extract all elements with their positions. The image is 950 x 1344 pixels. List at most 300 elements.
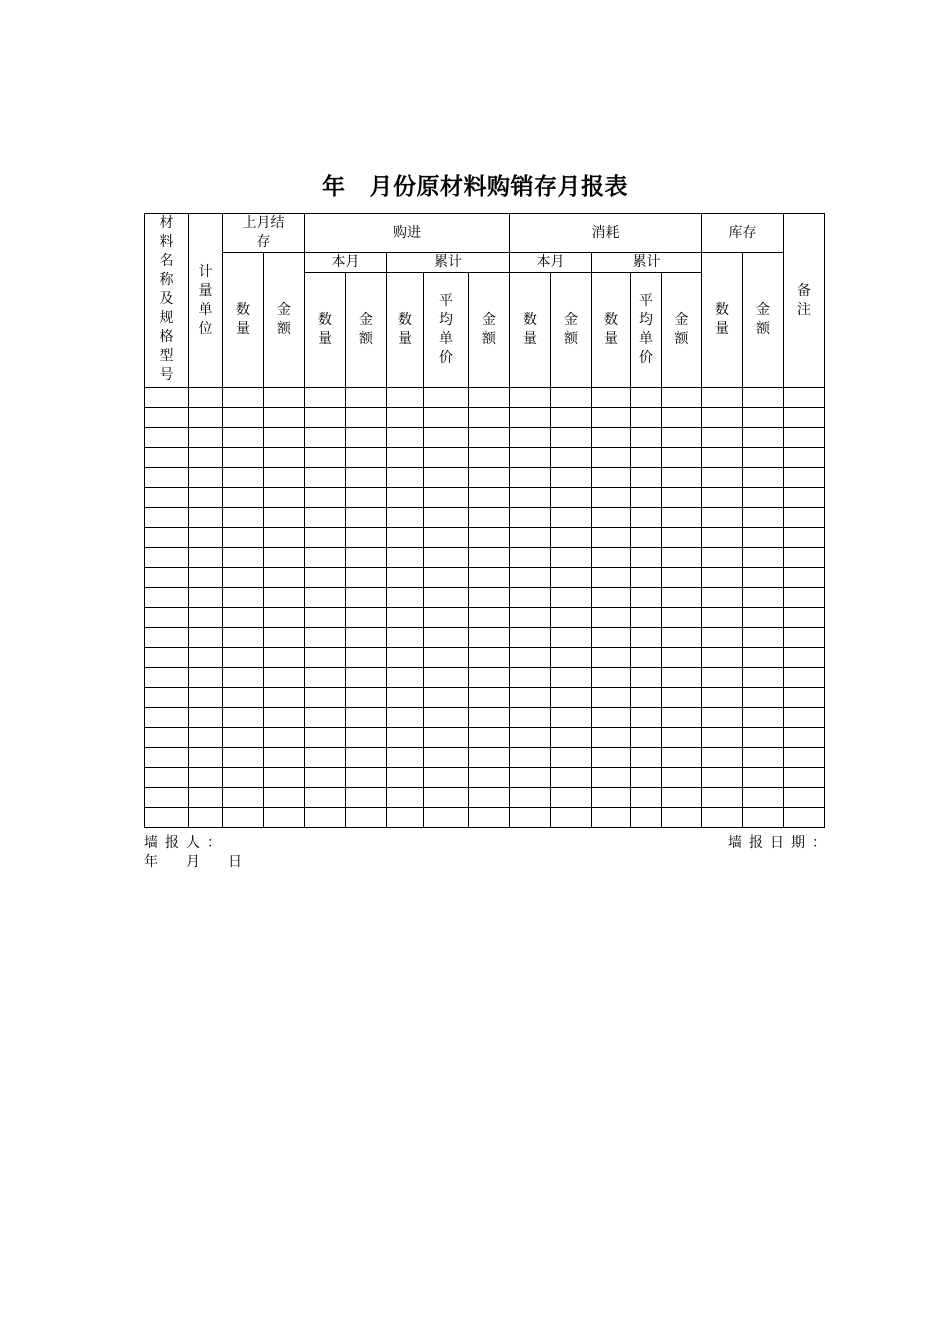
table-cell[interactable] <box>510 628 551 648</box>
table-cell[interactable] <box>189 608 223 628</box>
table-cell[interactable] <box>510 788 551 808</box>
table-cell[interactable] <box>662 468 702 488</box>
table-cell[interactable] <box>424 808 469 828</box>
table-cell[interactable] <box>702 788 743 808</box>
table-cell[interactable] <box>784 568 825 588</box>
table-cell[interactable] <box>145 768 189 788</box>
table-cell[interactable] <box>346 608 387 628</box>
table-cell[interactable] <box>424 748 469 768</box>
table-cell[interactable] <box>424 788 469 808</box>
table-cell[interactable] <box>702 448 743 468</box>
table-cell[interactable] <box>631 388 662 408</box>
table-cell[interactable] <box>592 528 631 548</box>
table-cell[interactable] <box>510 528 551 548</box>
table-cell[interactable] <box>387 608 424 628</box>
table-cell[interactable] <box>662 508 702 528</box>
table-cell[interactable] <box>592 488 631 508</box>
table-cell[interactable] <box>662 808 702 828</box>
table-cell[interactable] <box>784 448 825 468</box>
table-cell[interactable] <box>189 488 223 508</box>
table-cell[interactable] <box>631 568 662 588</box>
table-cell[interactable] <box>551 668 592 688</box>
table-cell[interactable] <box>551 568 592 588</box>
table-cell[interactable] <box>223 788 264 808</box>
table-cell[interactable] <box>223 768 264 788</box>
table-cell[interactable] <box>631 408 662 428</box>
table-cell[interactable] <box>702 568 743 588</box>
table-cell[interactable] <box>662 648 702 668</box>
table-cell[interactable] <box>510 548 551 568</box>
table-cell[interactable] <box>702 428 743 448</box>
table-cell[interactable] <box>592 608 631 628</box>
table-cell[interactable] <box>551 428 592 448</box>
table-cell[interactable] <box>702 388 743 408</box>
table-cell[interactable] <box>743 668 784 688</box>
table-cell[interactable] <box>551 448 592 468</box>
table-cell[interactable] <box>305 728 346 748</box>
table-cell[interactable] <box>469 768 510 788</box>
table-cell[interactable] <box>784 588 825 608</box>
table-cell[interactable] <box>346 768 387 788</box>
table-cell[interactable] <box>223 428 264 448</box>
table-cell[interactable] <box>424 728 469 748</box>
table-cell[interactable] <box>424 488 469 508</box>
table-cell[interactable] <box>592 808 631 828</box>
table-cell[interactable] <box>469 448 510 468</box>
table-cell[interactable] <box>510 808 551 828</box>
table-cell[interactable] <box>189 768 223 788</box>
table-cell[interactable] <box>662 448 702 468</box>
table-cell[interactable] <box>469 808 510 828</box>
table-cell[interactable] <box>784 788 825 808</box>
table-cell[interactable] <box>145 628 189 648</box>
table-cell[interactable] <box>592 668 631 688</box>
table-cell[interactable] <box>469 388 510 408</box>
table-cell[interactable] <box>346 668 387 688</box>
table-cell[interactable] <box>551 768 592 788</box>
table-cell[interactable] <box>510 648 551 668</box>
table-cell[interactable] <box>189 648 223 668</box>
table-cell[interactable] <box>305 768 346 788</box>
table-cell[interactable] <box>702 608 743 628</box>
table-cell[interactable] <box>631 608 662 628</box>
table-cell[interactable] <box>551 508 592 528</box>
table-cell[interactable] <box>743 508 784 528</box>
table-cell[interactable] <box>145 548 189 568</box>
table-cell[interactable] <box>189 788 223 808</box>
table-cell[interactable] <box>387 588 424 608</box>
table-cell[interactable] <box>631 488 662 508</box>
table-cell[interactable] <box>387 408 424 428</box>
table-cell[interactable] <box>469 788 510 808</box>
table-cell[interactable] <box>743 528 784 548</box>
table-cell[interactable] <box>662 428 702 448</box>
table-cell[interactable] <box>223 748 264 768</box>
table-cell[interactable] <box>510 708 551 728</box>
table-cell[interactable] <box>424 448 469 468</box>
table-cell[interactable] <box>305 428 346 448</box>
table-cell[interactable] <box>551 548 592 568</box>
table-cell[interactable] <box>551 728 592 748</box>
table-cell[interactable] <box>223 688 264 708</box>
table-cell[interactable] <box>551 528 592 548</box>
table-cell[interactable] <box>264 488 305 508</box>
table-cell[interactable] <box>189 508 223 528</box>
table-cell[interactable] <box>784 768 825 788</box>
table-cell[interactable] <box>189 628 223 648</box>
table-cell[interactable] <box>662 668 702 688</box>
table-cell[interactable] <box>743 648 784 668</box>
table-cell[interactable] <box>189 468 223 488</box>
table-cell[interactable] <box>743 388 784 408</box>
table-cell[interactable] <box>424 608 469 628</box>
table-cell[interactable] <box>592 768 631 788</box>
table-cell[interactable] <box>469 528 510 548</box>
table-cell[interactable] <box>387 788 424 808</box>
table-cell[interactable] <box>631 788 662 808</box>
table-cell[interactable] <box>469 428 510 448</box>
table-cell[interactable] <box>424 708 469 728</box>
table-cell[interactable] <box>510 508 551 528</box>
table-cell[interactable] <box>387 748 424 768</box>
table-cell[interactable] <box>189 408 223 428</box>
table-cell[interactable] <box>784 668 825 688</box>
table-cell[interactable] <box>662 748 702 768</box>
table-cell[interactable] <box>264 588 305 608</box>
table-cell[interactable] <box>510 428 551 448</box>
table-cell[interactable] <box>264 508 305 528</box>
table-cell[interactable] <box>264 408 305 428</box>
table-cell[interactable] <box>662 608 702 628</box>
table-cell[interactable] <box>223 808 264 828</box>
table-cell[interactable] <box>662 788 702 808</box>
table-cell[interactable] <box>469 728 510 748</box>
table-cell[interactable] <box>387 668 424 688</box>
table-cell[interactable] <box>743 808 784 828</box>
table-cell[interactable] <box>424 468 469 488</box>
table-cell[interactable] <box>305 688 346 708</box>
table-cell[interactable] <box>223 468 264 488</box>
table-cell[interactable] <box>743 628 784 648</box>
table-cell[interactable] <box>145 528 189 548</box>
table-cell[interactable] <box>145 708 189 728</box>
table-cell[interactable] <box>305 668 346 688</box>
table-cell[interactable] <box>784 648 825 668</box>
table-cell[interactable] <box>702 768 743 788</box>
table-cell[interactable] <box>305 588 346 608</box>
table-cell[interactable] <box>702 808 743 828</box>
table-cell[interactable] <box>510 768 551 788</box>
table-cell[interactable] <box>662 388 702 408</box>
table-cell[interactable] <box>346 728 387 748</box>
table-cell[interactable] <box>305 388 346 408</box>
table-cell[interactable] <box>264 468 305 488</box>
table-cell[interactable] <box>784 608 825 628</box>
table-cell[interactable] <box>305 528 346 548</box>
table-cell[interactable] <box>223 588 264 608</box>
table-cell[interactable] <box>743 688 784 708</box>
table-cell[interactable] <box>424 688 469 708</box>
table-cell[interactable] <box>702 408 743 428</box>
table-cell[interactable] <box>551 648 592 668</box>
table-cell[interactable] <box>469 708 510 728</box>
table-cell[interactable] <box>592 788 631 808</box>
table-cell[interactable] <box>223 648 264 668</box>
table-cell[interactable] <box>305 708 346 728</box>
table-cell[interactable] <box>469 488 510 508</box>
table-cell[interactable] <box>510 468 551 488</box>
table-cell[interactable] <box>662 628 702 648</box>
table-cell[interactable] <box>145 588 189 608</box>
table-cell[interactable] <box>702 708 743 728</box>
table-cell[interactable] <box>662 488 702 508</box>
table-cell[interactable] <box>510 568 551 588</box>
table-cell[interactable] <box>387 388 424 408</box>
table-cell[interactable] <box>784 488 825 508</box>
table-cell[interactable] <box>631 628 662 648</box>
table-cell[interactable] <box>510 668 551 688</box>
table-cell[interactable] <box>346 748 387 768</box>
table-cell[interactable] <box>592 748 631 768</box>
table-cell[interactable] <box>510 488 551 508</box>
table-cell[interactable] <box>346 808 387 828</box>
table-cell[interactable] <box>662 568 702 588</box>
table-cell[interactable] <box>743 488 784 508</box>
table-cell[interactable] <box>784 688 825 708</box>
table-cell[interactable] <box>702 648 743 668</box>
table-cell[interactable] <box>510 728 551 748</box>
table-cell[interactable] <box>264 728 305 748</box>
table-cell[interactable] <box>662 528 702 548</box>
table-cell[interactable] <box>424 388 469 408</box>
table-cell[interactable] <box>743 728 784 748</box>
table-cell[interactable] <box>305 568 346 588</box>
table-cell[interactable] <box>592 548 631 568</box>
table-cell[interactable] <box>387 648 424 668</box>
table-cell[interactable] <box>784 388 825 408</box>
table-cell[interactable] <box>551 408 592 428</box>
table-cell[interactable] <box>264 748 305 768</box>
table-cell[interactable] <box>223 728 264 748</box>
table-cell[interactable] <box>551 388 592 408</box>
table-cell[interactable] <box>305 488 346 508</box>
table-cell[interactable] <box>387 708 424 728</box>
table-cell[interactable] <box>784 508 825 528</box>
table-cell[interactable] <box>305 808 346 828</box>
table-cell[interactable] <box>784 428 825 448</box>
table-cell[interactable] <box>662 548 702 568</box>
table-cell[interactable] <box>145 508 189 528</box>
table-cell[interactable] <box>145 608 189 628</box>
table-cell[interactable] <box>743 408 784 428</box>
table-cell[interactable] <box>631 548 662 568</box>
table-cell[interactable] <box>510 748 551 768</box>
table-cell[interactable] <box>592 568 631 588</box>
table-cell[interactable] <box>743 608 784 628</box>
table-cell[interactable] <box>264 628 305 648</box>
table-cell[interactable] <box>189 708 223 728</box>
table-cell[interactable] <box>145 728 189 748</box>
table-cell[interactable] <box>469 568 510 588</box>
table-cell[interactable] <box>223 668 264 688</box>
table-cell[interactable] <box>592 408 631 428</box>
table-cell[interactable] <box>145 668 189 688</box>
table-cell[interactable] <box>702 508 743 528</box>
table-cell[interactable] <box>264 708 305 728</box>
table-cell[interactable] <box>592 508 631 528</box>
table-cell[interactable] <box>784 628 825 648</box>
table-cell[interactable] <box>469 668 510 688</box>
table-cell[interactable] <box>784 548 825 568</box>
table-cell[interactable] <box>387 628 424 648</box>
table-cell[interactable] <box>223 508 264 528</box>
table-cell[interactable] <box>592 648 631 668</box>
table-cell[interactable] <box>551 808 592 828</box>
table-cell[interactable] <box>305 508 346 528</box>
table-cell[interactable] <box>702 548 743 568</box>
table-cell[interactable] <box>346 508 387 528</box>
table-cell[interactable] <box>223 568 264 588</box>
table-cell[interactable] <box>469 748 510 768</box>
table-cell[interactable] <box>784 468 825 488</box>
table-cell[interactable] <box>510 608 551 628</box>
table-cell[interactable] <box>424 628 469 648</box>
table-cell[interactable] <box>743 768 784 788</box>
table-cell[interactable] <box>702 488 743 508</box>
table-cell[interactable] <box>189 588 223 608</box>
table-cell[interactable] <box>424 508 469 528</box>
table-cell[interactable] <box>784 408 825 428</box>
table-cell[interactable] <box>264 668 305 688</box>
table-cell[interactable] <box>743 548 784 568</box>
table-cell[interactable] <box>469 688 510 708</box>
table-cell[interactable] <box>145 408 189 428</box>
table-cell[interactable] <box>145 808 189 828</box>
table-cell[interactable] <box>551 708 592 728</box>
table-cell[interactable] <box>346 568 387 588</box>
table-cell[interactable] <box>510 448 551 468</box>
table-cell[interactable] <box>631 528 662 548</box>
table-cell[interactable] <box>346 648 387 668</box>
table-cell[interactable] <box>551 588 592 608</box>
table-cell[interactable] <box>702 688 743 708</box>
table-cell[interactable] <box>510 588 551 608</box>
table-cell[interactable] <box>223 628 264 648</box>
table-cell[interactable] <box>469 628 510 648</box>
table-cell[interactable] <box>743 788 784 808</box>
table-cell[interactable] <box>305 608 346 628</box>
table-cell[interactable] <box>189 528 223 548</box>
table-cell[interactable] <box>223 408 264 428</box>
table-cell[interactable] <box>702 748 743 768</box>
table-cell[interactable] <box>346 428 387 448</box>
table-cell[interactable] <box>424 568 469 588</box>
table-cell[interactable] <box>592 688 631 708</box>
table-cell[interactable] <box>305 788 346 808</box>
table-cell[interactable] <box>387 468 424 488</box>
table-cell[interactable] <box>702 668 743 688</box>
table-cell[interactable] <box>346 708 387 728</box>
table-cell[interactable] <box>189 568 223 588</box>
table-cell[interactable] <box>510 688 551 708</box>
table-cell[interactable] <box>631 448 662 468</box>
table-cell[interactable] <box>784 808 825 828</box>
table-cell[interactable] <box>264 808 305 828</box>
table-cell[interactable] <box>387 448 424 468</box>
table-cell[interactable] <box>592 388 631 408</box>
table-cell[interactable] <box>305 628 346 648</box>
table-cell[interactable] <box>264 688 305 708</box>
table-cell[interactable] <box>592 468 631 488</box>
table-cell[interactable] <box>305 548 346 568</box>
table-cell[interactable] <box>189 728 223 748</box>
table-cell[interactable] <box>702 728 743 748</box>
table-cell[interactable] <box>743 708 784 728</box>
table-cell[interactable] <box>223 608 264 628</box>
table-cell[interactable] <box>592 588 631 608</box>
table-cell[interactable] <box>551 628 592 648</box>
table-cell[interactable] <box>424 648 469 668</box>
table-cell[interactable] <box>346 628 387 648</box>
table-cell[interactable] <box>189 668 223 688</box>
table-cell[interactable] <box>145 388 189 408</box>
table-cell[interactable] <box>305 748 346 768</box>
table-cell[interactable] <box>387 808 424 828</box>
table-cell[interactable] <box>784 708 825 728</box>
table-cell[interactable] <box>784 748 825 768</box>
table-cell[interactable] <box>264 568 305 588</box>
table-cell[interactable] <box>346 488 387 508</box>
table-cell[interactable] <box>702 468 743 488</box>
table-cell[interactable] <box>145 648 189 668</box>
table-cell[interactable] <box>424 428 469 448</box>
table-cell[interactable] <box>145 488 189 508</box>
table-cell[interactable] <box>145 468 189 488</box>
table-cell[interactable] <box>592 728 631 748</box>
table-cell[interactable] <box>469 548 510 568</box>
table-cell[interactable] <box>631 688 662 708</box>
table-cell[interactable] <box>631 588 662 608</box>
table-cell[interactable] <box>551 488 592 508</box>
table-cell[interactable] <box>424 408 469 428</box>
table-cell[interactable] <box>346 528 387 548</box>
table-cell[interactable] <box>145 448 189 468</box>
table-cell[interactable] <box>424 548 469 568</box>
table-cell[interactable] <box>631 708 662 728</box>
table-cell[interactable] <box>264 768 305 788</box>
table-cell[interactable] <box>305 408 346 428</box>
table-cell[interactable] <box>702 528 743 548</box>
table-cell[interactable] <box>264 448 305 468</box>
table-cell[interactable] <box>631 508 662 528</box>
table-cell[interactable] <box>387 568 424 588</box>
table-cell[interactable] <box>189 548 223 568</box>
table-cell[interactable] <box>189 748 223 768</box>
table-cell[interactable] <box>189 448 223 468</box>
table-cell[interactable] <box>551 788 592 808</box>
table-cell[interactable] <box>469 648 510 668</box>
table-cell[interactable] <box>662 588 702 608</box>
table-cell[interactable] <box>387 428 424 448</box>
table-cell[interactable] <box>305 648 346 668</box>
table-cell[interactable] <box>387 728 424 748</box>
table-cell[interactable] <box>346 448 387 468</box>
table-cell[interactable] <box>702 628 743 648</box>
table-cell[interactable] <box>662 768 702 788</box>
table-cell[interactable] <box>631 648 662 668</box>
table-cell[interactable] <box>346 548 387 568</box>
table-cell[interactable] <box>631 728 662 748</box>
